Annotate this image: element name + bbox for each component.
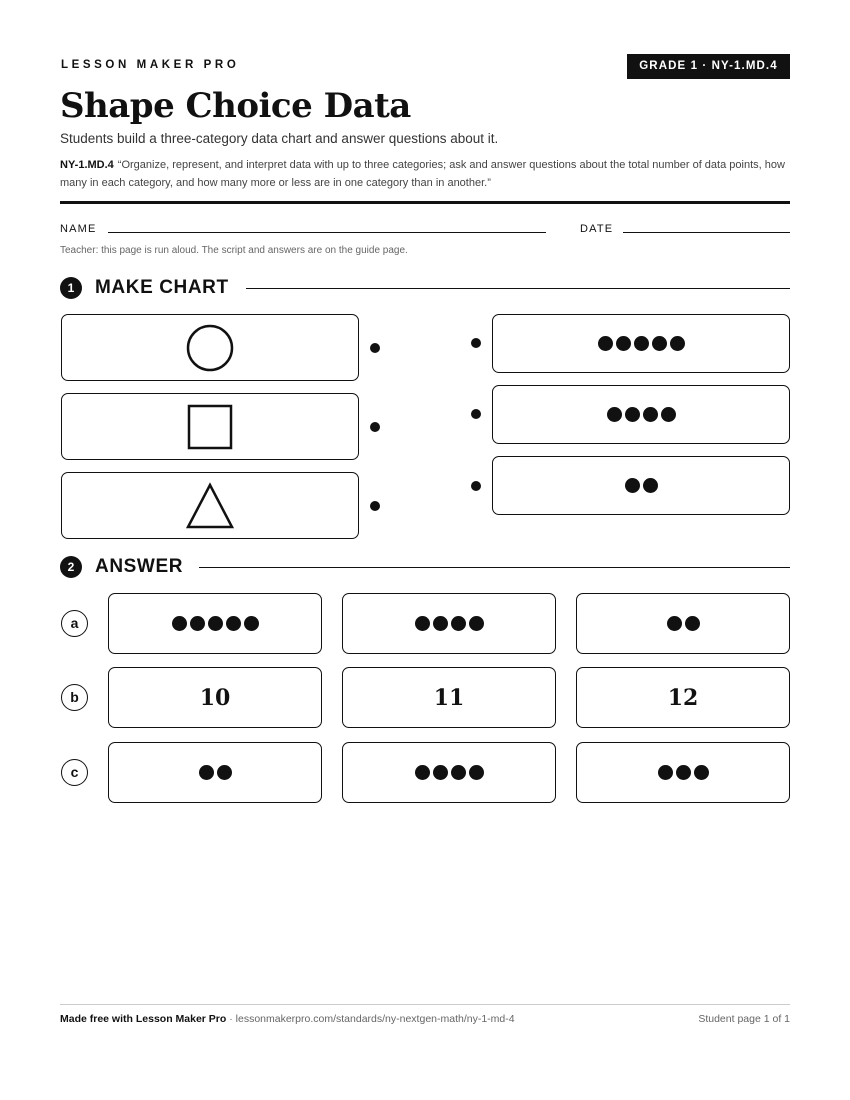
answer-option-c-2[interactable] <box>342 742 556 803</box>
answer-option-c-3[interactable] <box>576 742 790 803</box>
count-dot <box>658 765 673 780</box>
page-subtitle: Students build a three-category data chart and answer questions about it. <box>60 131 499 146</box>
brand-name: LESSON MAKER PRO <box>61 59 240 71</box>
question-label-b: b <box>61 684 88 711</box>
count-dot <box>190 616 205 631</box>
answer-number: 12 <box>667 684 699 711</box>
count-dot <box>625 407 640 422</box>
standard-description <box>60 156 790 192</box>
footer-page-number: Student page 1 of 1 <box>698 1013 790 1025</box>
square-icon <box>186 403 234 451</box>
shape-box-triangle[interactable] <box>61 472 359 539</box>
count-dot <box>433 765 448 780</box>
shape-box-circle[interactable] <box>61 314 359 381</box>
count-dot <box>694 765 709 780</box>
count-dot <box>685 616 700 631</box>
circle-icon <box>185 323 235 373</box>
name-field[interactable] <box>108 232 546 233</box>
teacher-note: Teacher: this page is run aloud. The script and answers are on the guide page. <box>60 245 408 256</box>
section-rule <box>199 567 790 568</box>
count-dot <box>172 616 187 631</box>
count-dot <box>415 765 430 780</box>
match-dot-right-3[interactable] <box>471 481 481 491</box>
count-dot <box>661 407 676 422</box>
count-dot <box>244 616 259 631</box>
dot-count <box>658 765 709 780</box>
answer-option-c-1[interactable] <box>108 742 322 803</box>
match-dot-right-2[interactable] <box>471 409 481 419</box>
dot-count <box>607 407 676 422</box>
count-box-1[interactable] <box>492 314 790 373</box>
count-dot <box>598 336 613 351</box>
count-dot <box>634 336 649 351</box>
match-dot-left-2[interactable] <box>370 422 380 432</box>
dot-count <box>172 616 259 631</box>
match-dot-left-1[interactable] <box>370 343 380 353</box>
count-dot <box>226 616 241 631</box>
date-label: DATE <box>580 223 614 235</box>
answer-option-b-1[interactable] <box>108 667 322 728</box>
match-dot-left-3[interactable] <box>370 501 380 511</box>
dot-count <box>625 478 658 493</box>
grade-badge: GRADE 1 · NY-1.MD.4 <box>627 54 790 79</box>
question-label-c: c <box>61 759 88 786</box>
dot-count <box>598 336 685 351</box>
count-dot <box>469 765 484 780</box>
count-box-3[interactable] <box>492 456 790 515</box>
count-dot <box>616 336 631 351</box>
section-rule <box>246 288 790 289</box>
count-dot <box>415 616 430 631</box>
footer-made-with: Made free with Lesson Maker Pro <box>60 1013 227 1025</box>
header-divider <box>60 201 790 204</box>
count-dot <box>451 765 466 780</box>
footer-credit <box>60 1013 515 1025</box>
page-title: Shape Choice Data <box>60 86 411 126</box>
count-dot <box>433 616 448 631</box>
section-number: 1 <box>60 277 82 299</box>
count-dot <box>676 765 691 780</box>
count-dot <box>199 765 214 780</box>
section-title: MAKE CHART <box>95 277 229 298</box>
dot-count <box>199 765 232 780</box>
answer-option-a-3[interactable] <box>576 593 790 654</box>
count-dot <box>670 336 685 351</box>
count-dot <box>469 616 484 631</box>
section-title: ANSWER <box>95 556 184 577</box>
answer-number: 10 <box>199 684 231 711</box>
dot-count <box>667 616 700 631</box>
section-answer-header <box>60 555 790 579</box>
name-label: NAME <box>60 223 97 235</box>
standard-text: “Organize, represent, and interpret data with up to three categories; ask and answer questions about the total number of data points, how many in each category, and how many more or less are in one category than in another.” <box>60 159 785 189</box>
section-make-chart-header <box>60 276 790 300</box>
count-box-2[interactable] <box>492 385 790 444</box>
answer-option-a-2[interactable] <box>342 593 556 654</box>
count-dot <box>667 616 682 631</box>
shape-box-square[interactable] <box>61 393 359 460</box>
section-number: 2 <box>60 556 82 578</box>
count-dot <box>451 616 466 631</box>
count-dot <box>208 616 223 631</box>
dot-count <box>415 616 484 631</box>
answer-option-b-2[interactable] <box>342 667 556 728</box>
footer-divider <box>60 1004 790 1005</box>
count-dot <box>625 478 640 493</box>
question-label-a: a <box>61 610 88 637</box>
answer-option-a-1[interactable] <box>108 593 322 654</box>
footer-url[interactable]: · lessonmakerpro.com/standards/ny-nextgen-math/ny-1-md-4 <box>226 1013 515 1025</box>
date-field[interactable] <box>623 232 790 233</box>
count-dot <box>217 765 232 780</box>
answer-number: 11 <box>433 684 465 711</box>
standard-code: NY-1.MD.4 <box>60 159 114 171</box>
count-dot <box>643 478 658 493</box>
match-dot-right-1[interactable] <box>471 338 481 348</box>
answer-option-b-3[interactable] <box>576 667 790 728</box>
count-dot <box>643 407 658 422</box>
count-dot <box>607 407 622 422</box>
triangle-icon <box>185 482 235 530</box>
count-dot <box>652 336 667 351</box>
dot-count <box>415 765 484 780</box>
